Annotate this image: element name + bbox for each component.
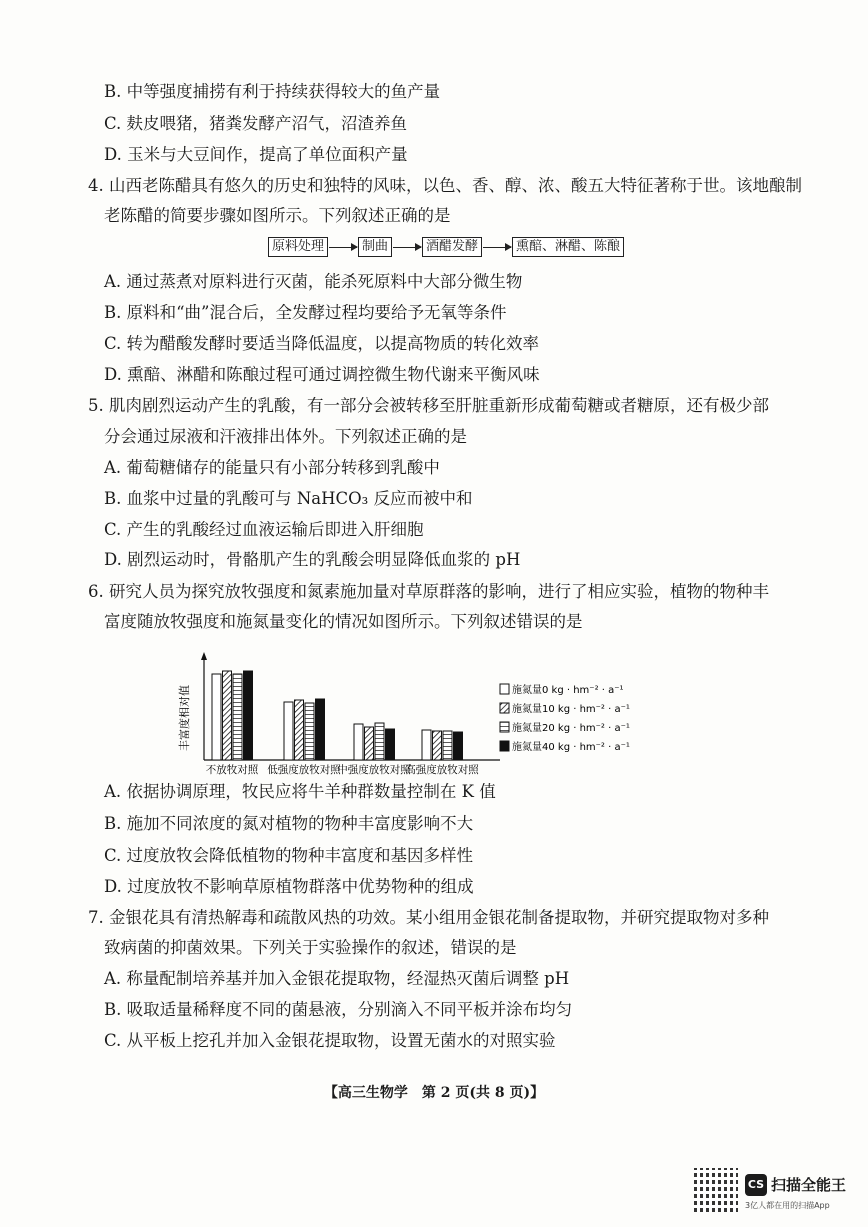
bar-0-1 bbox=[223, 671, 232, 760]
bar-3-3 bbox=[454, 732, 463, 760]
bar-0-0 bbox=[212, 674, 221, 760]
q7-option-a: A. 称量配制培养基并加入金银花提取物，经湿热灭菌后调整 pH bbox=[104, 969, 570, 988]
legend-label: 施氮量0 kg · hm⁻² · a⁻¹ bbox=[512, 685, 624, 696]
x-tick-label: 低强度放牧对照 bbox=[267, 764, 341, 776]
page-footer: 【高三生物学 第 2 页(共 8 页)】 bbox=[323, 1085, 545, 1101]
bar-1-0 bbox=[284, 702, 293, 760]
legend-label: 施氮量20 kg · hm⁻² · a⁻¹ bbox=[512, 723, 630, 734]
arrow-icon bbox=[393, 247, 421, 248]
q6-stem-line1: 6. 研究人员为探究放牧强度和氮素施加量对草原群落的影响，进行了相应实验，植物的物种丰 bbox=[88, 582, 769, 601]
bar-2-1 bbox=[365, 727, 374, 760]
q7-option-c: C. 从平板上挖孔并加入金银花提取物，设置无菌水的对照实验 bbox=[104, 1031, 556, 1050]
camscanner-logo: CS bbox=[745, 1174, 767, 1196]
q5-stem-line1: 5. 肌肉剧烈运动产生的乳酸，有一部分会被转移至肝脏重新形成葡萄糖或者糖原，还有极少部 bbox=[88, 396, 769, 415]
bar-0-2 bbox=[233, 674, 242, 760]
q4-option-a: A. 通过蒸煮对原料进行灭菌，能杀死原料中大部分微生物 bbox=[104, 272, 523, 291]
bar-2-3 bbox=[386, 729, 395, 760]
q7-stem-line2: 致病菌的抑菌效果。下列关于实验操作的叙述，错误的是 bbox=[104, 938, 517, 957]
bar-3-2 bbox=[443, 731, 452, 760]
bar-1-1 bbox=[295, 700, 304, 760]
q5-option-d: D. 剧烈运动时，骨骼肌产生的乳酸会明显降低血浆的 pH bbox=[104, 550, 521, 569]
bar-3-1 bbox=[433, 731, 442, 760]
flow-step-2: 制曲 bbox=[358, 237, 392, 257]
q6-stem-line2: 富度随放牧强度和施氮量变化的情况如图所示。下列叙述错误的是 bbox=[104, 612, 583, 631]
flow-step-1: 原料处理 bbox=[268, 237, 328, 257]
x-tick-label: 高强度放牧对照 bbox=[405, 764, 479, 776]
q5-option-b: B. 血浆中过量的乳酸可与 NaHCO₃ 反应而被中和 bbox=[104, 489, 473, 508]
q6-option-d: D. 过度放牧不影响草原植物群落中优势物种的组成 bbox=[104, 877, 474, 896]
bar-1-2 bbox=[305, 703, 314, 760]
q5-option-c: C. 产生的乳酸经过血液运输后即进入肝细胞 bbox=[104, 520, 424, 539]
x-tick-label: 不放牧对照 bbox=[205, 764, 259, 776]
q3-option-c: C. 麸皮喂猪，猪粪发酵产沼气，沼渣养鱼 bbox=[104, 114, 408, 133]
qr-code-pattern bbox=[694, 1168, 738, 1212]
q4-option-c: C. 转为醋酸发酵时要适当降低温度，以提高物质的转化效率 bbox=[104, 334, 540, 353]
arrow-icon bbox=[483, 247, 511, 248]
legend-swatch bbox=[500, 741, 509, 751]
camscanner-tagline: 3亿人都在用的扫描App bbox=[745, 1201, 830, 1210]
q4-stem-line2: 老陈醋的简要步骤如图所示。下列叙述正确的是 bbox=[104, 206, 451, 225]
flow-step-4: 熏醅、淋醋、陈酿 bbox=[512, 237, 624, 257]
bar-2-0 bbox=[354, 724, 363, 760]
legend-label: 施氮量40 kg · hm⁻² · a⁻¹ bbox=[512, 742, 630, 753]
x-tick-label: 中强度放牧对照 bbox=[337, 764, 411, 776]
arrow-icon bbox=[329, 247, 357, 248]
q7-option-b: B. 吸取适量稀释度不同的菌悬液，分别滴入不同平板并涂布均匀 bbox=[104, 1000, 573, 1019]
q6-option-b: B. 施加不同浓度的氮对植物的物种丰富度影响不大 bbox=[104, 814, 474, 833]
bar-0-3 bbox=[244, 671, 253, 760]
q4-option-b: B. 原料和“曲”混合后，全发酵过程均要给予无氧等条件 bbox=[104, 303, 507, 322]
q6-option-c: C. 过度放牧会降低植物的物种丰富度和基因多样性 bbox=[104, 846, 474, 865]
camscanner-name: 扫描全能王 bbox=[771, 1176, 847, 1194]
y-axis-label: 丰富度相对值 bbox=[178, 685, 191, 751]
bar-3-0 bbox=[422, 730, 431, 760]
q5-stem-line2: 分会通过尿液和汗液排出体外。下列叙述正确的是 bbox=[104, 427, 467, 446]
flow-step-3: 酒醋发酵 bbox=[422, 237, 482, 257]
q4-option-d: D. 熏醅、淋醋和陈酿过程可通过调控微生物代谢来平衡风味 bbox=[104, 365, 540, 384]
legend-swatch bbox=[500, 722, 509, 732]
legend-swatch bbox=[500, 684, 509, 694]
q6-option-a: A. 依据协调原理，牧民应将牛羊种群数量控制在 K 值 bbox=[104, 782, 496, 801]
q5-option-a: A. 葡萄糖储存的能量只有小部分转移到乳酸中 bbox=[104, 458, 440, 477]
bar-1-3 bbox=[316, 699, 325, 760]
q3-option-d: D. 玉米与大豆间作，提高了单位面积产量 bbox=[104, 145, 408, 164]
legend-label: 施氮量10 kg · hm⁻² · a⁻¹ bbox=[512, 704, 630, 715]
q7-stem-line1: 7. 金银花具有清热解毒和疏散风热的功效。某小组用金银花制备提取物，并研究提取物对多种 bbox=[88, 908, 769, 927]
richness-bar-chart bbox=[170, 650, 670, 780]
q4-stem-line1: 4. 山西老陈醋具有悠久的历史和独特的风味，以色、香、醇、浓、酸五大特征著称于世。该地酿制 bbox=[88, 176, 802, 195]
y-axis-arrow-icon bbox=[201, 652, 207, 660]
bar-2-2 bbox=[375, 723, 384, 760]
legend-swatch bbox=[500, 703, 509, 713]
vinegar-flowchart bbox=[268, 236, 624, 258]
q3-option-b: B. 中等强度捕捞有利于持续获得较大的鱼产量 bbox=[104, 82, 441, 101]
